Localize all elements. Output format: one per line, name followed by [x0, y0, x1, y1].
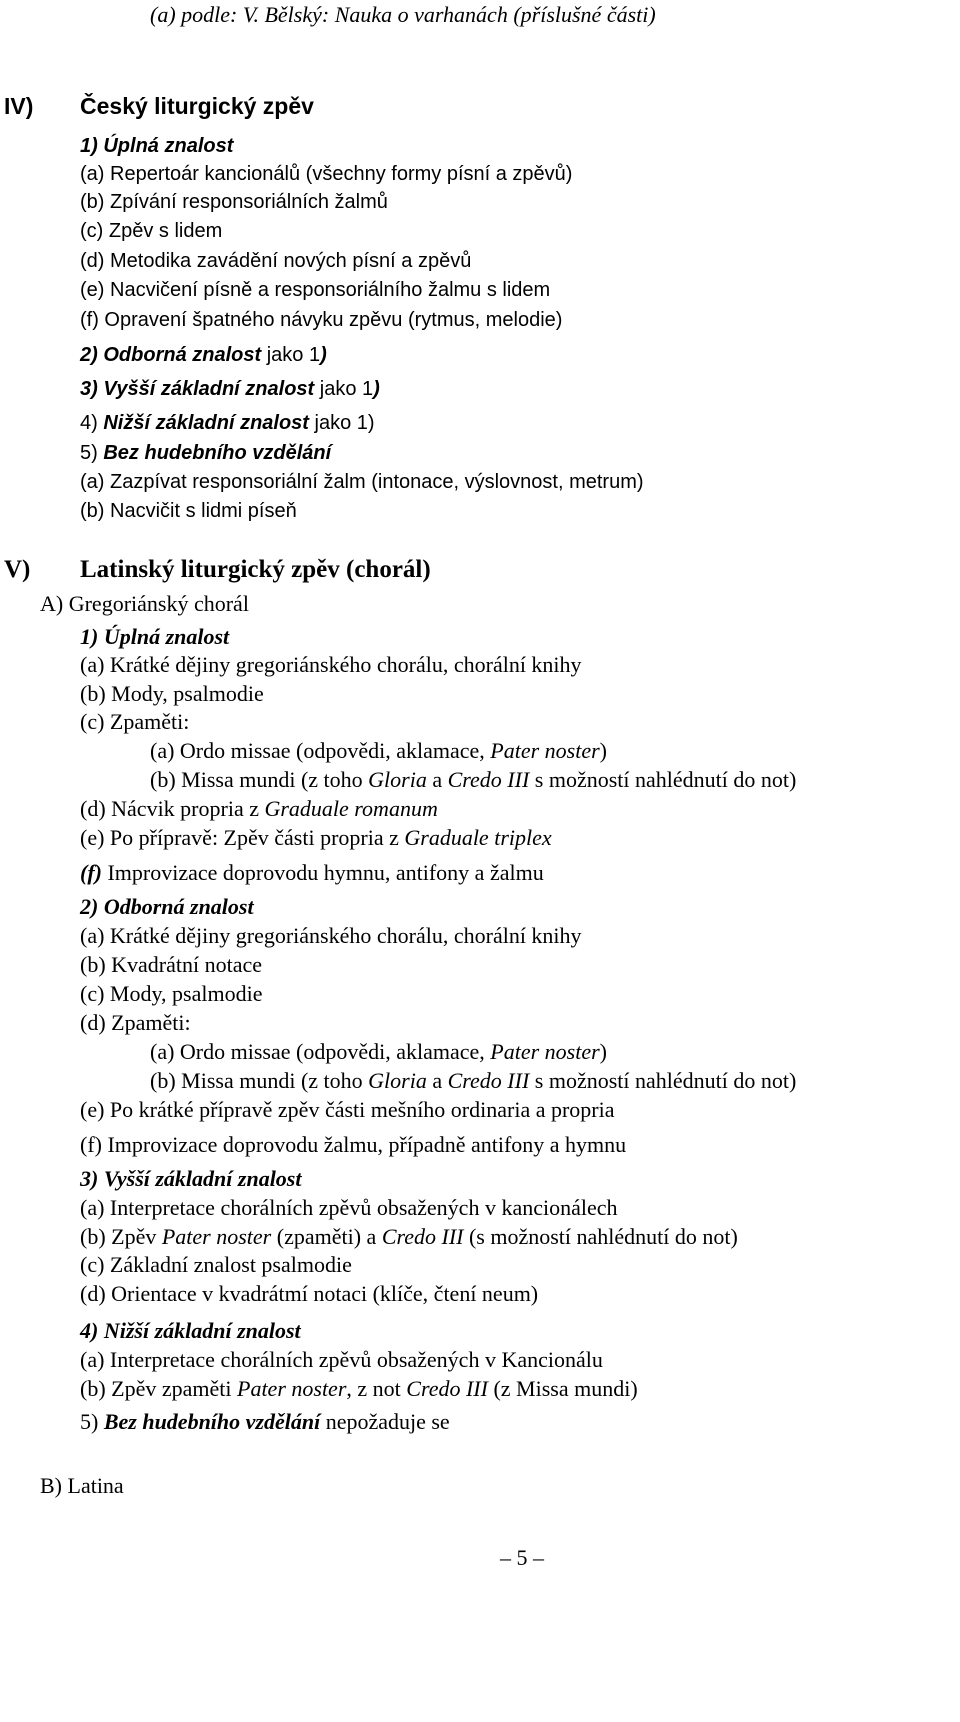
v-level-3-item: (c) Základní znalost psalmodie	[80, 1252, 352, 1277]
top-note	[150, 2, 656, 28]
v-level-4-item: (a) Interpretace chorálních zpěvů obsažených v Kancionálu	[80, 1347, 603, 1372]
v-level-5-heading: 5) Bez hudebního vzdělání nepožaduje se	[80, 1409, 450, 1434]
v-level-4-item: (b) Zpěv zpaměti Pater noster, z not Credo III (z Missa mundi)	[80, 1376, 638, 1401]
v-level-2-item: (e) Po krátké přípravě zpěv části mešního ordinaria a propria	[80, 1097, 615, 1122]
v-level-3-item: (b) Zpěv Pater noster (zpaměti) a Credo III (s možností nahlédnutí do not)	[80, 1224, 738, 1249]
v-level-2-subitem: (a) Ordo missae (odpovědi, aklamace, Pater noster)	[150, 1039, 607, 1064]
iv-level-5-item: (b) Nacvičit s lidmi píseň	[80, 500, 297, 522]
subsection-a-heading: A) Gregoriánský chorál	[40, 591, 249, 616]
v-level-2-subitem: (b) Missa mundi (z toho Gloria a Credo III s možností nahlédnutí do not)	[150, 1068, 797, 1093]
iv-level-1-item: (f) Opravení špatného návyku zpěvu (rytmus, melodie)	[80, 309, 563, 331]
v-level-2-item: (d) Zpaměti:	[80, 1010, 191, 1035]
v-level-2-item: (a) Krátké dějiny gregoriánského chorálu, chorální knihy	[80, 923, 582, 948]
v-level-1-subitem: (a) Ordo missae (odpovědi, aklamace, Pater noster)	[150, 738, 607, 763]
section-iv-numeral: IV)	[4, 93, 34, 119]
top-note-text: podle: V. Bělský: Nauka o varhanách (příslušné části)	[181, 2, 656, 27]
v-level-2-item: (f) Improvizace doprovodu žalmu, případně antifony a hymnu	[80, 1132, 627, 1157]
page-number: – 5 –	[500, 1545, 544, 1570]
v-level-1-subitem: (b) Missa mundi (z toho Gloria a Credo III s možností nahlédnutí do not)	[150, 767, 797, 792]
v-level-4-heading: 4) Nižší základní znalost	[80, 1318, 301, 1343]
v-level-1-item: (d) Nácvik propria z Graduale romanum	[80, 796, 438, 821]
iv-level-1-item: (b) Zpívání responsoriálních žalmů	[80, 191, 388, 213]
v-level-2-item: (c) Mody, psalmodie	[80, 981, 263, 1006]
v-level-1-item: (a) Krátké dějiny gregoriánského chorálu, chorální knihy	[80, 652, 582, 677]
iv-level-5-item: (a) Zazpívat responsoriální žalm (intonace, výslovnost, metrum)	[80, 471, 644, 493]
iv-level-1-item: (e) Nacvičení písně a responsoriálního žalmu s lidem	[80, 279, 551, 301]
v-level-1-item: (e) Po přípravě: Zpěv části propria z Graduale triplex	[80, 825, 552, 850]
v-level-1-item: (f) Improvizace doprovodu hymnu, antifony a žalmu	[80, 860, 544, 885]
iv-level-3-heading: 3) Vyšší základní znalost jako 1)	[80, 378, 380, 400]
section-v-numeral: V)	[4, 556, 31, 583]
v-level-3-item: (a) Interpretace chorálních zpěvů obsažených v kancionálech	[80, 1195, 618, 1220]
v-level-2-item: (b) Kvadrátní notace	[80, 952, 263, 977]
v-level-1-item: (b) Mody, psalmodie	[80, 681, 264, 706]
v-level-1-heading: 1) Úplná znalost	[80, 624, 230, 649]
v-level-2-heading: 2) Odborná znalost	[80, 894, 254, 919]
iv-level-1-item: (a) Repertoár kancionálů (všechny formy písní a zpěvů)	[80, 163, 573, 185]
section-v-title: Latinský liturgický zpěv (chorál)	[80, 556, 431, 583]
iv-level-1-item: (c) Zpěv s lidem	[80, 220, 223, 242]
iv-level-1-item: (d) Metodika zavádění nových písní a zpěvů	[80, 250, 472, 272]
iv-level-2-heading: 2) Odborná znalost jako 1)	[80, 344, 327, 366]
section-iv-title: Český liturgický zpěv	[80, 93, 314, 119]
v-level-1-item: (c) Zpaměti:	[80, 709, 190, 734]
iv-level-1-heading: 1) Úplná znalost	[80, 135, 234, 157]
v-level-3-heading: 3) Vyšší základní znalost	[80, 1166, 302, 1191]
subsection-b-heading: B) Latina	[40, 1473, 124, 1498]
v-level-3-item: (d) Orientace v kvadrátmí notaci (klíče, čtení neum)	[80, 1281, 539, 1306]
iv-level-5-heading: 5) Bez hudebního vzdělání	[80, 442, 332, 464]
top-note-prefix: (a)	[150, 2, 176, 27]
iv-level-4-heading: 4) Nižší základní znalost jako 1)	[80, 412, 375, 434]
